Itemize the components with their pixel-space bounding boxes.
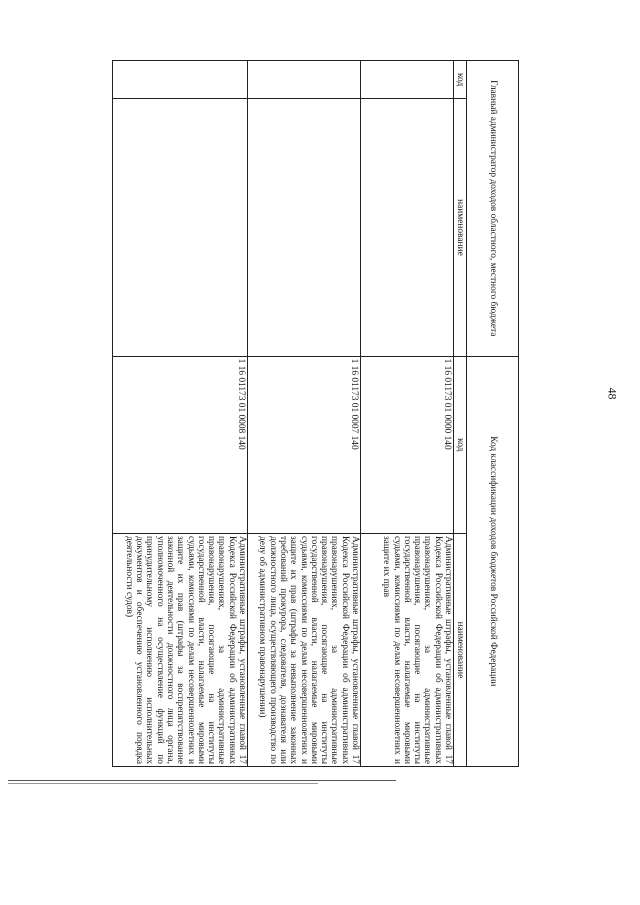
row-name: Административные штрафы, установленные главой 17 Кодекса Российской Федерации об административных правонарушениях, за административные правонарушения, посягающие на институты государственной власти, налагаемые мировыми судьями, комиссиями по делам несовершеннолетних и защите их прав bbox=[361, 533, 454, 766]
header-classification: Код классификации доходов бюджетов Российской Федерации bbox=[467, 356, 519, 766]
table-row bbox=[248, 61, 361, 767]
row-name: Административные штрафы, установленные главой 17 Кодекса Российской Федерации об административных правонарушениях, за административные правонарушения, посягающие на институты государственной власти, налагаемые мировыми судьями, комиссиями по делам несовершеннолетних и защите их прав (штрафы за невыполнение законных требований прокурора, следователя, дознавателя или должностного лица, осуществляющего производство по делу об административном правонарушении) bbox=[248, 533, 361, 766]
header-code-left: код bbox=[454, 61, 467, 99]
revenue-classification-table bbox=[112, 60, 519, 767]
header-code-right: код bbox=[454, 356, 467, 533]
admin-code-cell bbox=[361, 61, 454, 99]
admin-name-cell bbox=[361, 99, 454, 356]
header-name-right: наименование bbox=[454, 533, 467, 766]
header-name-left: наименование bbox=[454, 99, 467, 356]
admin-code-cell bbox=[113, 61, 248, 99]
header-administrator: Главный администратор доходов областного, местного бюджета bbox=[467, 61, 519, 357]
footer-divider-secondary bbox=[8, 783, 318, 784]
row-name: Административные штрафы, установленные главой 17 Кодекса Российской Федерации об административных правонарушениях, за административные правонарушения, посягающие на институты государственной власти, налагаемые мировыми судьями, комиссиями по делам несовершеннолетних и защите их прав (штрафы за воспрепятствование законной деятельности должностного лица органа, уполномоченного на осуществление функций по принудительному исполнению исполнительных документов и обеспечению установленного порядка деятельности судов) bbox=[113, 533, 248, 766]
row-code: 1 16 01173 01 0000 140 bbox=[361, 356, 454, 533]
footer-divider bbox=[8, 780, 396, 781]
admin-code-cell bbox=[248, 61, 361, 99]
table-row bbox=[113, 61, 248, 767]
page-number: 48 bbox=[605, 387, 620, 400]
row-code: 1 16 01173 01 0008 140 bbox=[113, 356, 248, 533]
admin-name-cell bbox=[248, 99, 361, 356]
table-row bbox=[361, 61, 454, 767]
row-code: 1 16 01173 01 0007 140 bbox=[248, 356, 361, 533]
admin-name-cell bbox=[113, 99, 248, 356]
rotated-table-wrapper bbox=[113, 60, 519, 767]
